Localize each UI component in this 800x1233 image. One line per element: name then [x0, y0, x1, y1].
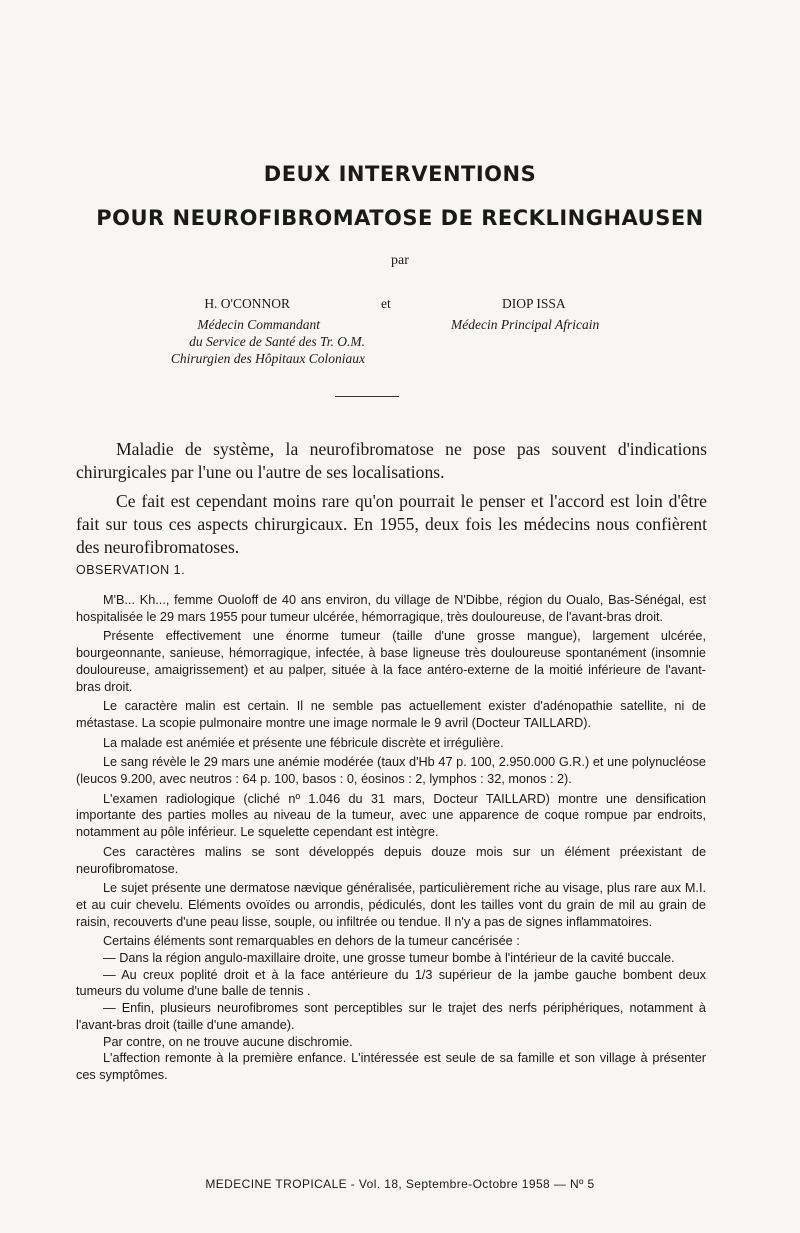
body-paragraph: — Dans la région angulo-maxillaire droite, une grosse tumeur bombe à l'intérieur de la cavité buccale.: [103, 951, 675, 966]
body-paragraph: Par contre, on ne trouve aucune dischromie.: [103, 1034, 353, 1049]
author-first-role-1: Médecin Commandant: [197, 317, 320, 332]
author-first-role-2: du Service de Santé des Tr. O.M.: [189, 334, 365, 349]
author-second-name: DIOP ISSA: [502, 296, 566, 311]
body-paragraph: M'B... Kh..., femme Ouoloff de 40 ans environ, du village de N'Dibbe, région du Oualo, Bas-Sénégal, est hospitalisée le 29 mars 1955 pour tumeur ulcérée, hémorragique, très douloureuse, de l'avant-bras droit.: [76, 593, 706, 624]
observation-body: [76, 592, 706, 1084]
body-paragraph: Le caractère malin est certain. Il ne semble pas actuellement exister d'adénopathie satellite, ni de métastase. La scopie pulmonaire montre une image normale le 9 avril (Docteur TAILLARD).: [76, 699, 706, 730]
article-title-line-1: DEUX INTERVENTIONS: [263, 162, 537, 186]
introduction: [76, 438, 707, 565]
separator-rule: [335, 396, 399, 397]
body-paragraph: Présente effectivement une énorme tumeur (taille d'une grosse mangue), largement ulcérée, bourgeonnante, sanieuse, hémorragique, infectée, à base ligneuse très douloureuse spontanément (insomnie douloureuse, amaigrissement) et au palper, située à la face antéro-externe de la moitié inférieure de l'avant-bras droit.: [76, 629, 706, 694]
author-second-role-1: Médecin Principal Africain: [451, 317, 600, 332]
body-paragraph: — Au creux poplité droit et à la face antérieure du 1/3 supérieur de la jambe gauche bombent deux tumeurs du volume d'une balle de tennis .: [76, 967, 706, 999]
body-paragraph: Le sujet présente une dermatose nævique généralisée, particulièrement riche au visage, plus rare aux M.I. et au cuir chevelu. Eléments ovoïdes ou arrondis, pédiculés, dont les tailles vont du grain de mil au grain de raisin, recouverts d'une peau lisse, souple, ou infiltrée ou tendue. Il n'y a pas de signes inflammatoires.: [76, 881, 706, 929]
body-paragraph: Certains éléments sont remarquables en dehors de la tumeur cancérisée :: [103, 934, 520, 949]
body-paragraph: La malade est anémiée et présente une fébricule discrète et irrégulière.: [103, 735, 504, 750]
body-paragraph: Ces caractères malins se sont développés depuis douze mois sur un élément préexistant de neurofibromatose.: [76, 844, 706, 876]
byline-par: par: [391, 253, 409, 268]
authors-block: [0, 296, 800, 376]
journal-footer: MEDECINE TROPICALE - Vol. 18, Septembre-Octobre 1958 — Nº 5: [205, 1177, 595, 1191]
intro-paragraph: Maladie de système, la neurofibromatose ne pose pas souvent d'indications chirurgicales par l'une ou l'autre de ses localisations.: [76, 439, 707, 482]
article-title-line-2: POUR NEUROFIBROMATOSE DE RECKLINGHAUSEN: [96, 206, 704, 230]
author-conjunction: et: [381, 296, 391, 311]
body-paragraph: Le sang révèle le 29 mars une anémie modérée (taux d'Hb 47 p. 100, 2.950.000 G.R.) et une polynucléose (leucos 9.200, avec neutros : 64 p. 100, basos : 0, éosinos : 2, lymphos : 32, monos : 2).: [76, 755, 706, 787]
body-paragraph: — Enfin, plusieurs neurofibromes sont perceptibles sur le trajet des nerfs périphériques, notamment à l'avant-bras droit (taille d'une amande).: [76, 1001, 706, 1032]
body-paragraph: L'affection remonte à la première enfance. L'intéressée est seule de sa famille et son village à présenter ces symptômes.: [76, 1051, 706, 1082]
observation-heading: OBSERVATION 1.: [76, 563, 186, 577]
author-first-role-3: Chirurgien des Hôpitaux Coloniaux: [170, 351, 365, 366]
intro-paragraph: Ce fait est cependant moins rare qu'on pourrait le penser et l'accord est loin d'être fait sur tous ces aspects chirurgicaux. En 1955, deux fois les médecins nous confièrent des neurofibromatoses.: [76, 491, 707, 557]
author-first-name: H. O'CONNOR: [204, 296, 290, 311]
body-paragraph: L'examen radiologique (cliché nº 1.046 du 31 mars, Docteur TAILLARD) montre une densification importante des parties molles au niveau de la tumeur, avec une apparence de coque rompue par endroits, notamment au pôle inférieur. Le squelette cependant est intègre.: [76, 791, 706, 840]
